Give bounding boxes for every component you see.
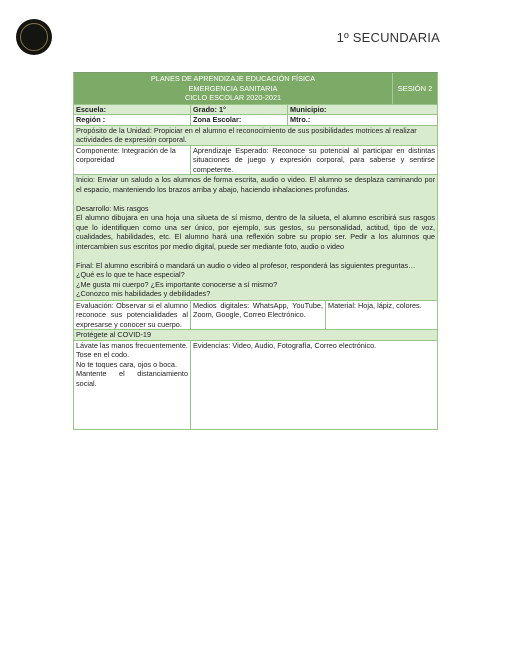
componente-text: Componente: Integración de la corporeidad	[76, 145, 176, 164]
care-row	[73, 341, 438, 430]
cuidado-2: Tose en el codo.	[76, 350, 130, 359]
activities-row	[73, 175, 438, 301]
mtro-field: Mtro.:	[287, 115, 437, 125]
plan-title-line-1: PLANES DE APRENDIZAJE EDUCACIÓN FÍSICA	[150, 74, 316, 83]
region-row	[73, 115, 438, 126]
school-logo	[16, 19, 52, 55]
pregunta-3: ¿Conozco mis habilidades y debilidades?	[76, 289, 211, 298]
cuidados-cell	[74, 341, 190, 429]
material-text: Material: Hoja, lápiz, colores.	[325, 301, 437, 330]
escuela-field: Escuela:	[76, 104, 107, 114]
school-row	[73, 105, 438, 116]
covid-row	[73, 330, 438, 341]
plan-title	[74, 73, 392, 104]
aprendizaje-text: Aprendizaje Esperado: Reconoce su potencial al participar en distintas situaciones de juego y expresión corporal, para saberse y sentirse competente.	[190, 146, 437, 175]
lesson-plan-table	[73, 72, 438, 430]
proposito-text: Propósito de la Unidad: Propiciar en el alumno el reconocimiento de sus posibilidades motrices al realizar actividades de expresión corporal.	[76, 125, 417, 144]
evaluacion-text: Evaluación: Observar si el alumno reconoce sus potencialidades al expresarse y conocer su cuerpo.	[76, 300, 188, 329]
protegete-text: Protégete al COVID-19	[76, 330, 152, 339]
desarrollo-title: Desarrollo: Mis rasgos	[76, 203, 149, 213]
inicio-text: Inicio: Enviar un saludo a los alumnos de forma escrita, audio o video. El alumno se desplaza caminando por el espacio, manteniendo los brazos arriba y abajo, haciendo inhalaciones profundas.	[76, 175, 435, 194]
pregunta-2: ¿Me gusta mi cuerpo? ¿Es importante conocerse a sí mismo?	[76, 279, 278, 289]
plan-title-line-2: EMERGENCIA SANITARIA	[188, 83, 278, 93]
grado-field: Grado: 1°	[190, 105, 287, 115]
plan-title-line-3: CICLO ESCOLAR 2020-2021	[184, 93, 282, 102]
session-label: SESIÓN 2	[392, 73, 437, 104]
cuidado-1: Lávate las manos frecuentemente.	[76, 340, 188, 350]
region-field: Región :	[76, 115, 106, 124]
cuidado-4: Mantente el distanciamiento social.	[76, 369, 188, 388]
municipio-field: Municipio:	[287, 105, 437, 115]
evaluation-row	[73, 301, 438, 331]
cuidado-3: No te toques cara, ojos o boca.	[76, 359, 178, 369]
table-header-row	[73, 72, 438, 105]
final-text: Final: El alumno escribirá o mandará un audio o video al profesor, responderá las siguientes preguntas…	[76, 260, 416, 270]
medios-text: Medios digitales: WhatsApp, YouTube, Zoom, Google, Correo Electrónico.	[190, 301, 325, 330]
grade-label: 1º SECUNDARIA	[336, 30, 440, 45]
zona-field: Zona Escolar:	[190, 115, 287, 125]
purpose-row	[73, 126, 438, 146]
desarrollo-text: El alumno dibujara en una hoja una silueta de sí mismo, dentro de la silueta, el alumno escribirá sus rasgos que lo identifiquen como una ser único, por ejemplo, sus gestos, su personalidad, actitud, tipo de voz, cualidades, habilidades, etc. El alumno hará una reflexión sobre su propio ser. Pedir a los alumnos que intercambien sus escritos por medio digital, puede ser mediante foto, audio o video	[76, 213, 435, 251]
pregunta-1: ¿Qué es lo que te hace especial?	[76, 270, 185, 279]
activities-cell	[74, 175, 437, 300]
component-row	[73, 146, 438, 176]
evidencias-text: Evidencias: Video, Audio, Fotografía, Correo electrónico.	[190, 341, 437, 429]
